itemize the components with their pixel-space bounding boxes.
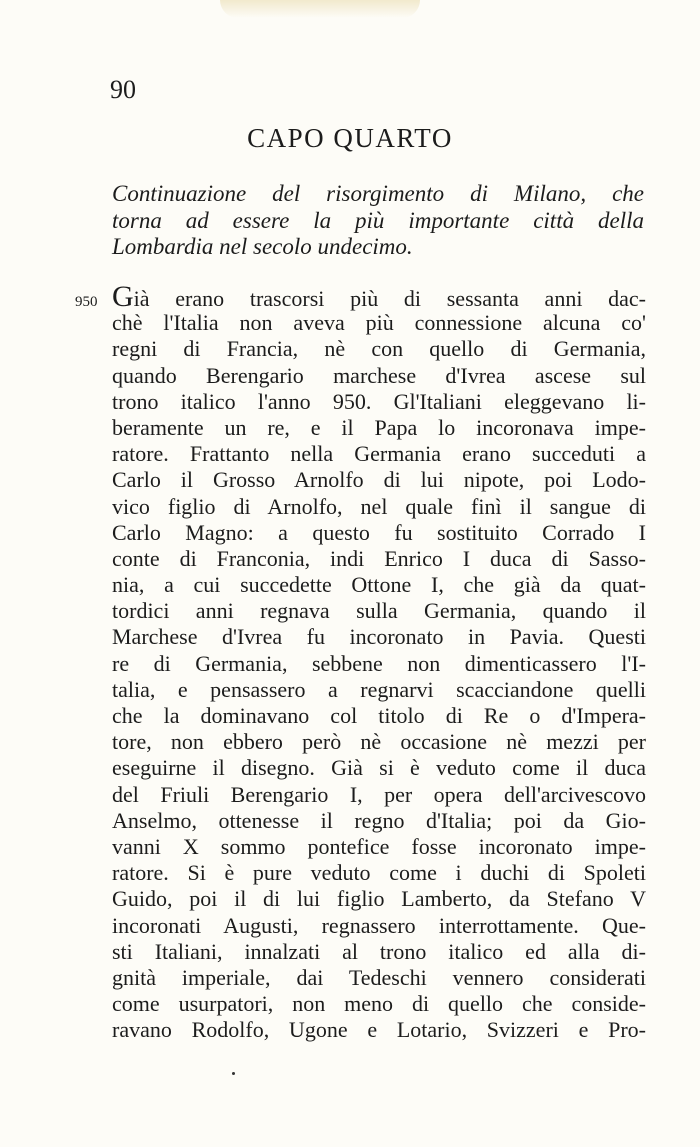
body-line: beramente un re, e il Papa lo incoronava impe-: [112, 414, 646, 440]
chapter-subtitle: [112, 181, 644, 261]
body-line: gnità imperiale, dai Tedeschi vennero considerati: [112, 964, 646, 990]
body-line: sti Italiani, innalzati al trono italico ed alla di-: [112, 938, 646, 964]
body-line: che la dominavano col titolo di Re o d'Impera-: [112, 703, 646, 728]
body-line: [112, 280, 646, 313]
body-line: tordici anni regnava sulla Germania, quando il: [112, 598, 646, 624]
margin-year-note: 950: [75, 294, 98, 310]
body-line: del Friuli Berengario I, per opera dell'arcivescovo: [112, 781, 646, 807]
body-line: vanni X sommo pontefice fosse incoronato impe-: [112, 833, 646, 859]
ink-dot: [232, 1072, 235, 1075]
body-line: nia, a cui succedette Ottone I, che già da quat-: [112, 572, 646, 598]
body-line: eseguirne il disegno. Già si è veduto come il duca: [112, 755, 646, 781]
body-line: chè l'Italia non aveva più connessione alcuna co': [112, 310, 646, 336]
body-line: talia, e pensassero a regnarvi scacciandone quelli: [112, 676, 646, 702]
body-line-text: ià erano trascorsi più di sessanta anni dac-: [133, 286, 646, 311]
body-line: ratore. Frattanto nella Germania erano succeduti a: [112, 441, 646, 467]
body-line: Carlo il Grosso Arnolfo di lui nipote, poi Lodo-: [112, 467, 646, 493]
body-line: vico figlio di Arnolfo, nel quale finì il sangue di: [112, 493, 646, 519]
page-number: 90: [110, 75, 136, 104]
body-line: Anselmo, ottenesse il regno d'Italia; poi da Gio-: [112, 807, 646, 833]
subtitle-line: Lombardia nel secolo undecimo.: [112, 234, 413, 259]
body-line: Marchese d'Ivrea fu incoronato in Pavia. Questi: [112, 624, 646, 650]
body-line: Carlo Magno: a questo fu sostituito Corrado I: [112, 519, 646, 545]
initial-letter: G: [112, 280, 134, 313]
body-line: conte di Franconia, indi Enrico I duca di Sasso-: [112, 545, 646, 571]
body-line: regni di Francia, nè con quello di Germania,: [112, 336, 646, 362]
body-line: re di Germania, sebbene non dimenticassero l'I-: [112, 650, 646, 676]
body-line: Guido, poi il di lui figlio Lamberto, da Stefano V: [112, 886, 646, 912]
body-line: come usurpatori, non meno di quello che conside-: [112, 991, 646, 1017]
body-line: ravano Rodolfo, Ugone e Lotario, Svizzeri e Pro-: [112, 1017, 646, 1043]
body-line: incoronati Augusti, regnassero interrottamente. Que-: [112, 912, 646, 938]
body-paragraph: [112, 280, 646, 1043]
subtitle-line: torna ad essere la più importante città della: [112, 207, 644, 233]
body-line: quando Berengario marchese d'Ivrea ascese sul: [112, 362, 646, 388]
chapter-title: CAPO QUARTO: [247, 123, 453, 153]
body-line: tore, non ebbero però nè occasione nè mezzi per: [112, 729, 646, 755]
body-line: trono italico l'anno 950. Gl'Italiani eleggevano li-: [112, 388, 646, 414]
body-line: ratore. Si è pure veduto come i duchi di Spoleti: [112, 860, 646, 886]
subtitle-line: Continuazione del risorgimento di Milano, che: [112, 181, 644, 206]
